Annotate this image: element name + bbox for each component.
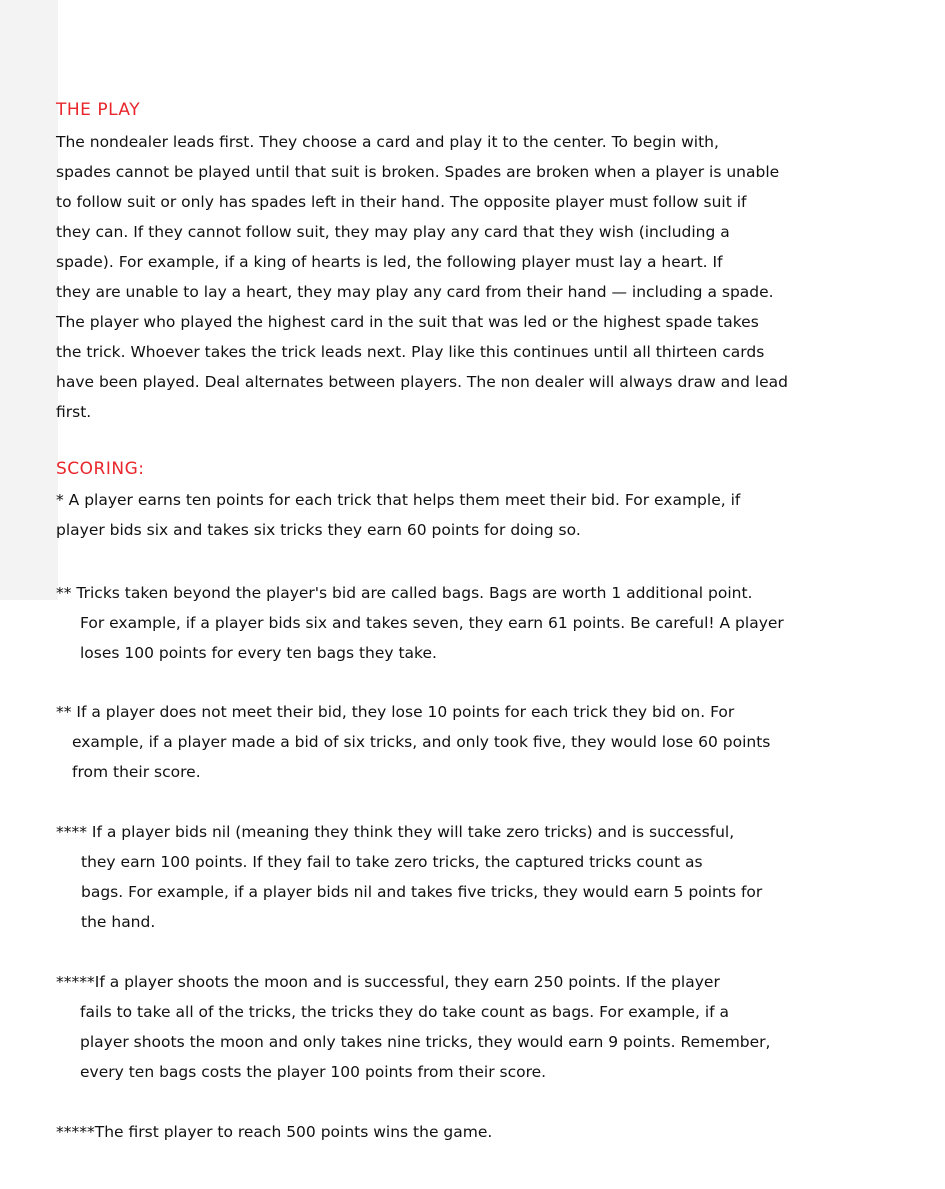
play-line: they can. If they cannot follow suit, they may play any card that they wish (including a: [56, 223, 730, 241]
scoring-rule-1: [56, 485, 896, 545]
scoring-rule-5: [56, 967, 896, 1087]
play-line: The player who played the highest card in the suit that was led or the highest spade takes: [56, 313, 759, 331]
scoring-rule-6: [56, 1117, 896, 1147]
rule-line: they earn 100 points. If they fail to take zero tricks, the captured tricks count as: [81, 853, 703, 871]
rule-line: bags. For example, if a player bids nil and takes five tricks, they would earn 5 points for: [81, 883, 763, 901]
play-line: The nondealer leads first. They choose a card and play it to the center. To begin with,: [56, 133, 719, 151]
play-line: spade). For example, if a king of hearts is led, the following player must lay a heart. If: [56, 253, 723, 271]
scoring-rule-4: [56, 817, 896, 937]
rule-line: example, if a player made a bid of six tricks, and only took five, they would lose 60 points: [72, 733, 771, 751]
rule-line: player shoots the moon and only takes nine tricks, they would earn 9 points. Remember,: [80, 1033, 771, 1051]
play-paragraph: [56, 127, 896, 427]
rule-line: ** Tricks taken beyond the player's bid are called bags. Bags are worth 1 additional point.: [56, 584, 753, 602]
rule-line: fails to take all of the tricks, the tricks they do take count as bags. For example, if a: [80, 1003, 730, 1021]
rule-line: every ten bags costs the player 100 points from their score.: [80, 1063, 547, 1081]
scoring-rule-3: [56, 697, 896, 787]
play-line: spades cannot be played until that suit is broken. Spades are broken when a player is unable: [56, 163, 780, 181]
rule-line: from their score.: [72, 763, 201, 781]
rule-line: the hand.: [81, 913, 156, 931]
play-heading: THE PLAY: [56, 100, 141, 120]
rule-line: * A player earns ten points for each trick that helps them meet their bid. For example, if: [56, 491, 741, 509]
scoring-heading: SCORING:: [56, 459, 145, 479]
play-line: have been played. Deal alternates between players. The non dealer will always draw and lead: [56, 373, 789, 391]
rule-line: ** If a player does not meet their bid, they lose 10 points for each trick they bid on. For: [56, 703, 735, 721]
rule-line: *****The first player to reach 500 points wins the game.: [56, 1123, 493, 1141]
rule-line: loses 100 points for every ten bags they take.: [80, 644, 437, 662]
scoring-rule-2: [56, 578, 896, 668]
play-line: the trick. Whoever takes the trick leads next. Play like this continues until all thirteen cards: [56, 343, 765, 361]
rule-line: For example, if a player bids six and takes seven, they earn 61 points. Be careful! A player: [80, 614, 784, 632]
play-line: first.: [56, 403, 92, 421]
play-line: to follow suit or only has spades left in their hand. The opposite player must follow suit if: [56, 193, 747, 211]
rule-line: player bids six and takes six tricks they earn 60 points for doing so.: [56, 521, 581, 539]
rule-line: **** If a player bids nil (meaning they think they will take zero tricks) and is successful,: [56, 823, 735, 841]
rule-line: *****If a player shoots the moon and is successful, they earn 250 points. If the player: [56, 973, 720, 991]
play-line: they are unable to lay a heart, they may play any card from their hand — including a spade.: [56, 283, 774, 301]
